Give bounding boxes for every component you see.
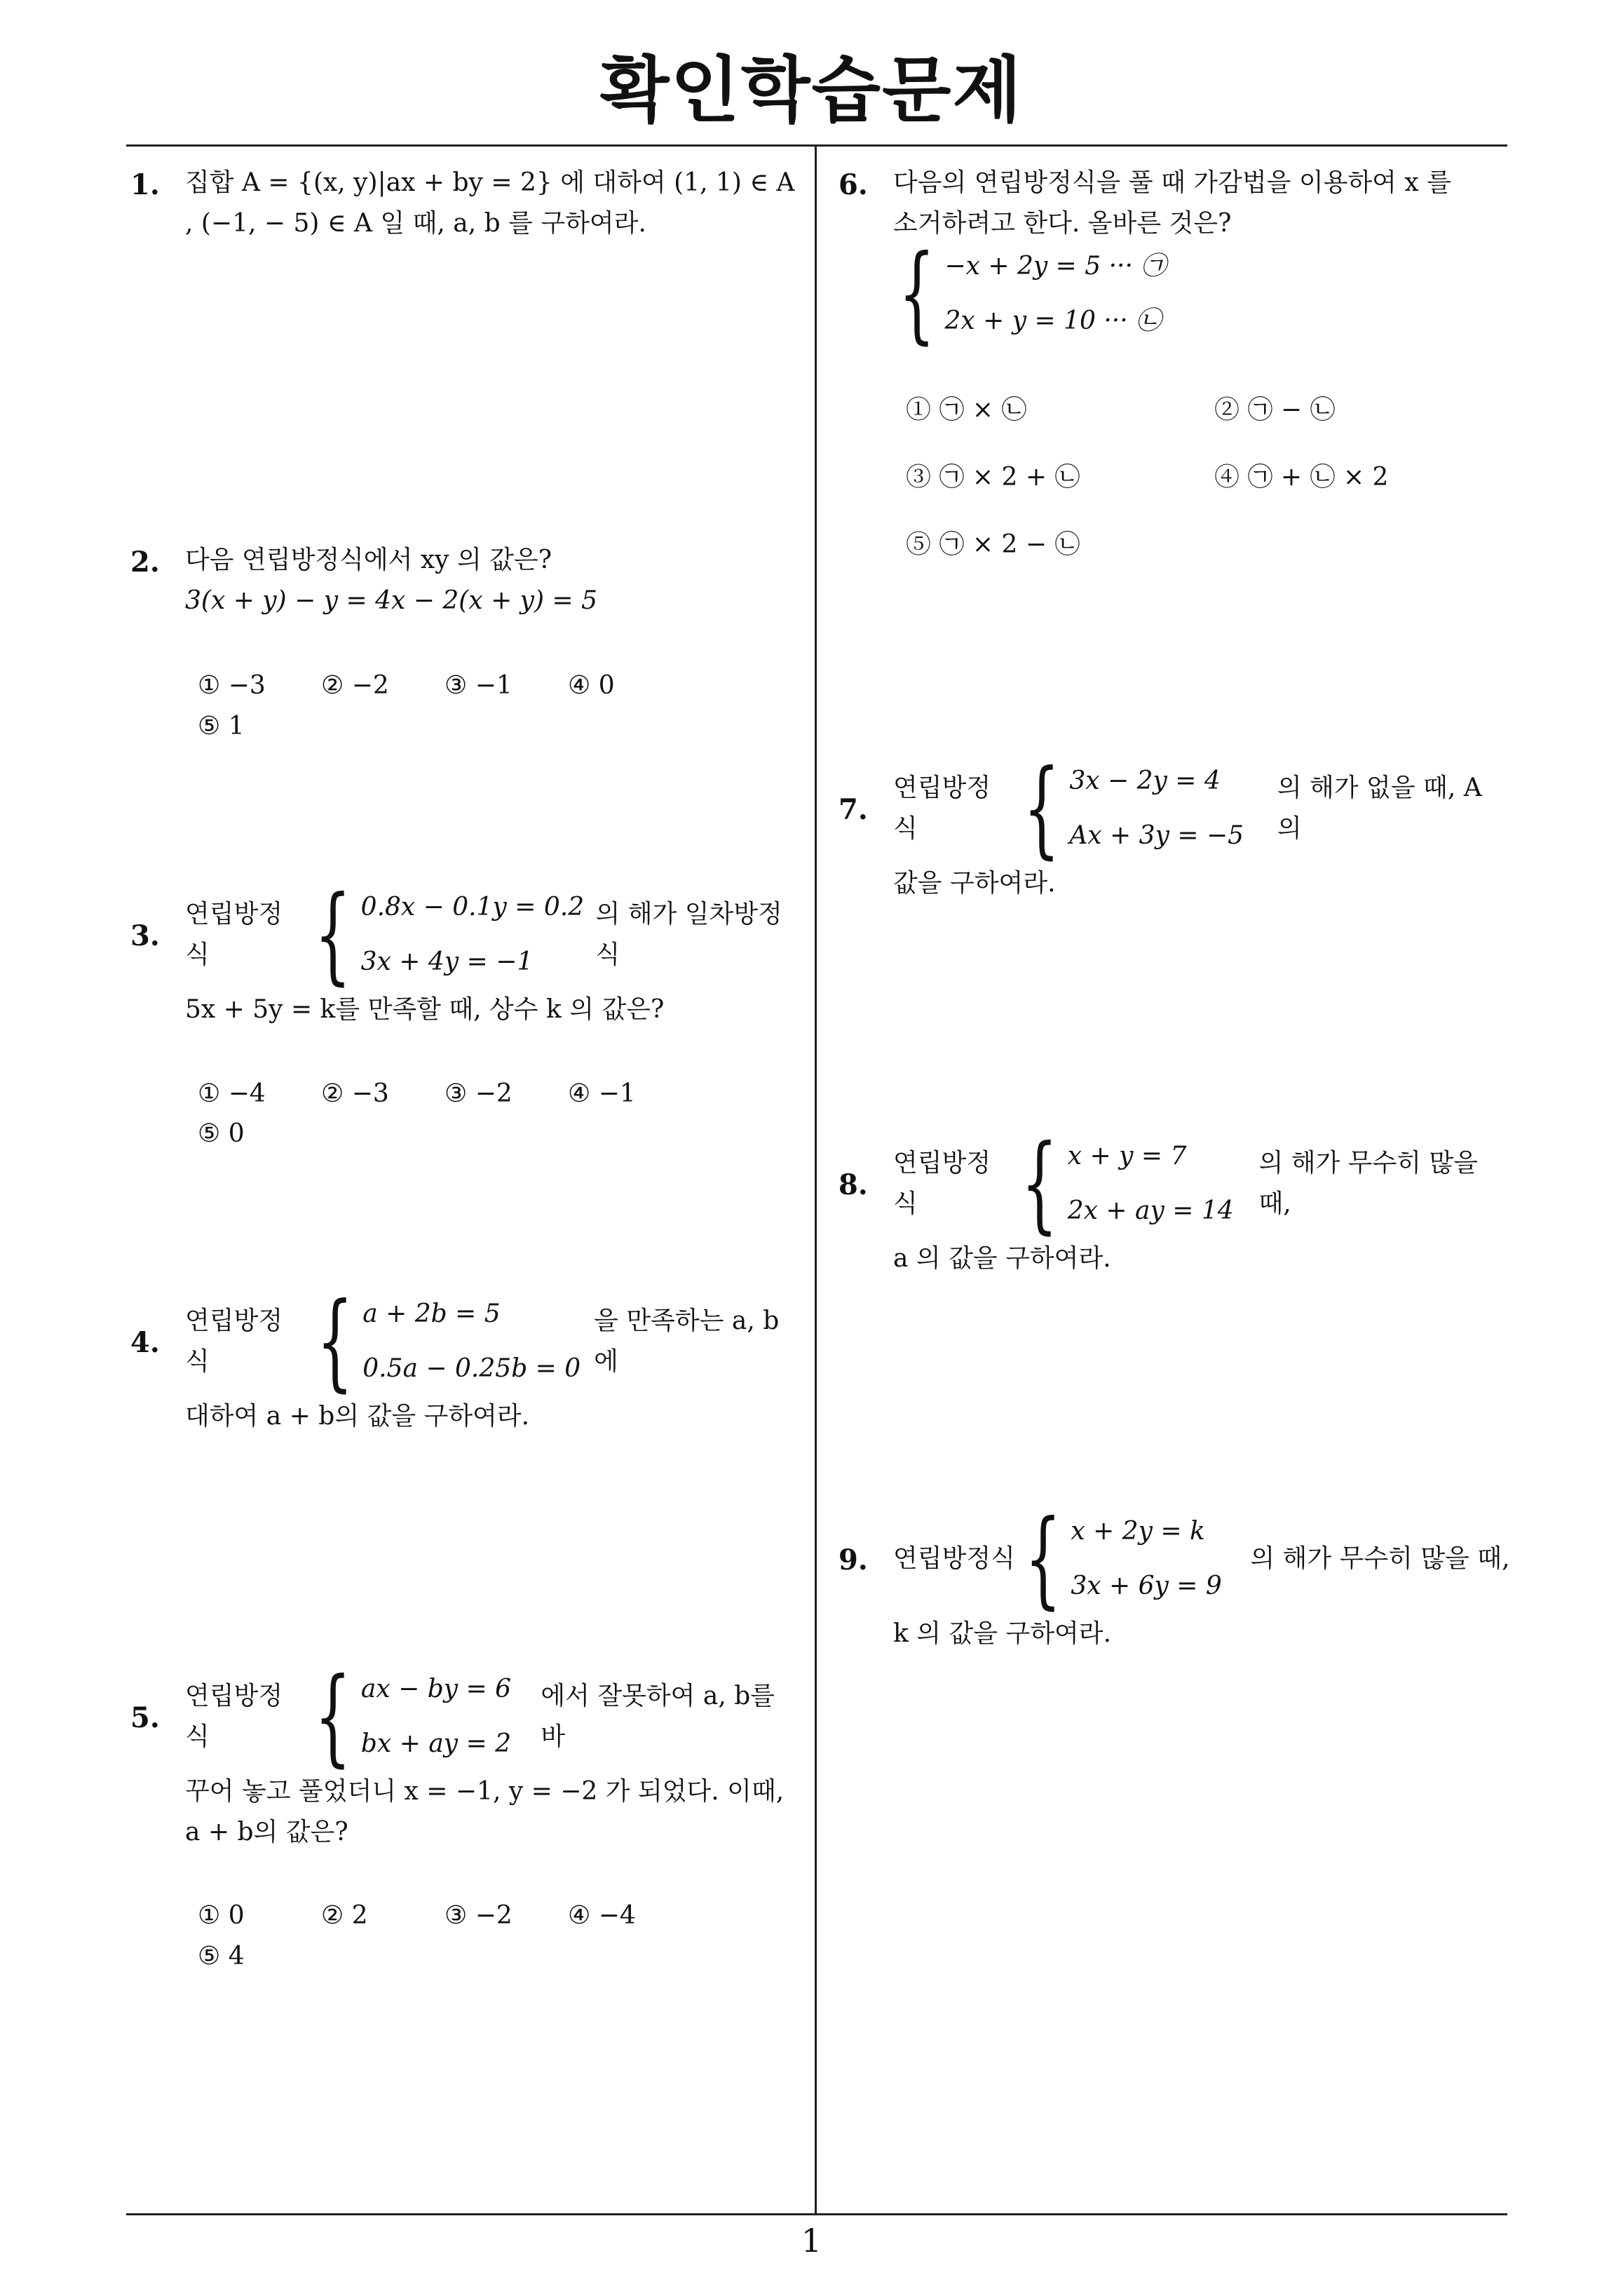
- question-text: 의 해가 무수히 많을 때,: [1258, 1149, 1479, 1218]
- answer-choices: [906, 377, 1537, 579]
- choice-4[interactable]: ④ ㉠ + ㉡ × 2: [1214, 463, 1389, 492]
- question-text: , (−1, − 5) ∈ A 일 때, a, b 를 구하여라.: [185, 208, 646, 238]
- choice-3[interactable]: ③ −2: [444, 1901, 512, 1931]
- equation: a + 2b = 5: [362, 1299, 501, 1328]
- question-text: 연립방정식: [893, 1544, 1015, 1574]
- choice-1[interactable]: ① −3: [198, 671, 266, 701]
- choice-2[interactable]: ② −2: [321, 671, 389, 701]
- question-text: 집합 A = {(x, y)|ax + by = 2} 에 대하여 (1, 1) ∈ A: [185, 168, 795, 197]
- question-number: 2.: [130, 546, 160, 579]
- equation-system: [1069, 754, 1277, 863]
- column-divider: [815, 147, 817, 2213]
- choice-3[interactable]: ③ −1: [444, 671, 512, 701]
- equation: 3x + 4y = −1: [360, 947, 534, 976]
- question-9: [838, 1498, 1512, 1654]
- equation-system: [361, 1662, 541, 1771]
- question-2: [130, 540, 803, 746]
- brace-icon: {: [314, 874, 352, 996]
- equation-system: [1071, 1504, 1250, 1614]
- equation: ax − by = 6: [360, 1675, 512, 1703]
- equation: 3x + 6y = 9: [1071, 1572, 1222, 1600]
- question-text: 꾸어 놓고 풀었더니 x = −1, y = −2 가 되었다. 이때,: [185, 1777, 785, 1806]
- equation: 3(x + y) − y = 4x − 2(x + y) = 5: [185, 586, 598, 615]
- choice-5[interactable]: ⑤ 4: [198, 1941, 245, 1971]
- question-number: 3.: [130, 919, 160, 952]
- choice-3[interactable]: ③ ㉠ × 2 + ㉡: [906, 463, 1080, 492]
- question-text: 대하여 a + b의 값을 구하여라.: [185, 1402, 530, 1431]
- question-number: 4.: [130, 1326, 160, 1359]
- equation: 3x − 2y = 4: [1069, 767, 1221, 795]
- question-text: k 의 값을 구하여라.: [893, 1619, 1112, 1648]
- equation: 0.8x − 0.1y = 0.2: [360, 893, 585, 921]
- question-text: 값을 구하여라.: [893, 869, 1056, 898]
- equation: −x + 2y = 5 ··· ㉠: [944, 252, 1167, 281]
- question-text: 다음 연립방정식에서 xy 의 값은?: [185, 546, 552, 574]
- question-number: 5.: [130, 1701, 160, 1734]
- choice-4[interactable]: ④ 0: [568, 671, 615, 701]
- question-text: 연립방정식: [185, 1306, 283, 1376]
- question-6: [838, 163, 1512, 579]
- choice-4[interactable]: ④ −1: [568, 1079, 636, 1108]
- question-text: 의 해가 무수히 많을 때,: [1250, 1544, 1510, 1574]
- equation: x + y = 7: [1067, 1142, 1187, 1170]
- choice-5[interactable]: ⑤ ㉠ × 2 − ㉡: [906, 530, 1080, 560]
- page-title: 확인학습문제: [599, 49, 1024, 133]
- question-number: 9.: [838, 1544, 868, 1576]
- choice-2[interactable]: ② 2: [321, 1901, 368, 1931]
- brace-icon: {: [1021, 1123, 1059, 1245]
- question-text: 을 만족하는 a, b에: [594, 1306, 780, 1376]
- question-number: 8.: [838, 1168, 868, 1201]
- question-number: 7.: [838, 793, 868, 826]
- question-text: a + b의 값은?: [185, 1817, 348, 1846]
- question-text: 다음의 연립방정식을 풀 때 가감법을 이용하여 x 를: [893, 168, 1451, 197]
- equation-system: [362, 1287, 594, 1396]
- choice-1[interactable]: ① ㉠ × ㉡: [906, 396, 1027, 425]
- choice-3[interactable]: ③ −2: [444, 1079, 512, 1108]
- question-4: [130, 1281, 803, 1437]
- question-8: [838, 1123, 1512, 1279]
- equation-system: [361, 880, 596, 990]
- choice-1[interactable]: ① −4: [198, 1079, 266, 1108]
- choice-5[interactable]: ⑤ 1: [198, 711, 245, 741]
- equation: 2x + ay = 14: [1067, 1196, 1234, 1225]
- question-text: 연립방정식: [893, 1149, 991, 1218]
- answer-choices: [198, 666, 803, 746]
- brace-icon: {: [314, 1656, 352, 1778]
- question-number: 6.: [838, 168, 868, 201]
- question-text: 연립방정식: [893, 774, 991, 843]
- question-text: 의 해가 일차방정식: [595, 900, 782, 969]
- equation-system: [1068, 1129, 1259, 1238]
- question-text: 에서 잘못하여 a, b를 바: [541, 1682, 775, 1751]
- brace-icon: {: [898, 233, 935, 356]
- top-rule: [126, 144, 1507, 147]
- question-7: [838, 748, 1512, 904]
- question-3: [130, 874, 803, 1154]
- brace-icon: {: [316, 1281, 353, 1403]
- question-text: 5x + 5y = k를 만족할 때, 상수 k 의 값은?: [185, 995, 665, 1024]
- bottom-rule: [126, 2213, 1507, 2215]
- equation: bx + ay = 2: [360, 1729, 512, 1758]
- choice-5[interactable]: ⑤ 0: [198, 1119, 245, 1149]
- equation-system: [944, 239, 1166, 349]
- equation: 0.5a − 0.25b = 0: [362, 1354, 581, 1383]
- choice-2[interactable]: ② ㉠ − ㉡: [1214, 396, 1336, 425]
- page-number: 1: [801, 2222, 822, 2260]
- choice-1[interactable]: ① 0: [198, 1901, 245, 1931]
- brace-icon: {: [1024, 1498, 1061, 1620]
- question-5: [130, 1656, 803, 1976]
- answer-choices: [198, 1074, 803, 1154]
- question-text: 연립방정식: [185, 900, 283, 969]
- brace-icon: {: [1023, 748, 1060, 870]
- question-number: 1.: [130, 168, 160, 201]
- question-text: 의 해가 없을 때, A 의: [1277, 774, 1482, 843]
- choice-2[interactable]: ② −3: [321, 1079, 389, 1108]
- question-text: a 의 값을 구하여라.: [893, 1244, 1111, 1273]
- question-text: 연립방정식: [185, 1682, 283, 1751]
- equation: Ax + 3y = −5: [1069, 821, 1244, 850]
- question-text: 소거하려고 한다. 올바른 것은?: [893, 208, 1232, 238]
- equation: 2x + y = 10 ··· ㉡: [944, 306, 1162, 336]
- answer-choices: [198, 1896, 803, 1976]
- choice-4[interactable]: ④ −4: [568, 1901, 636, 1931]
- equation: x + 2y = k: [1071, 1517, 1205, 1546]
- question-1: [130, 163, 803, 243]
